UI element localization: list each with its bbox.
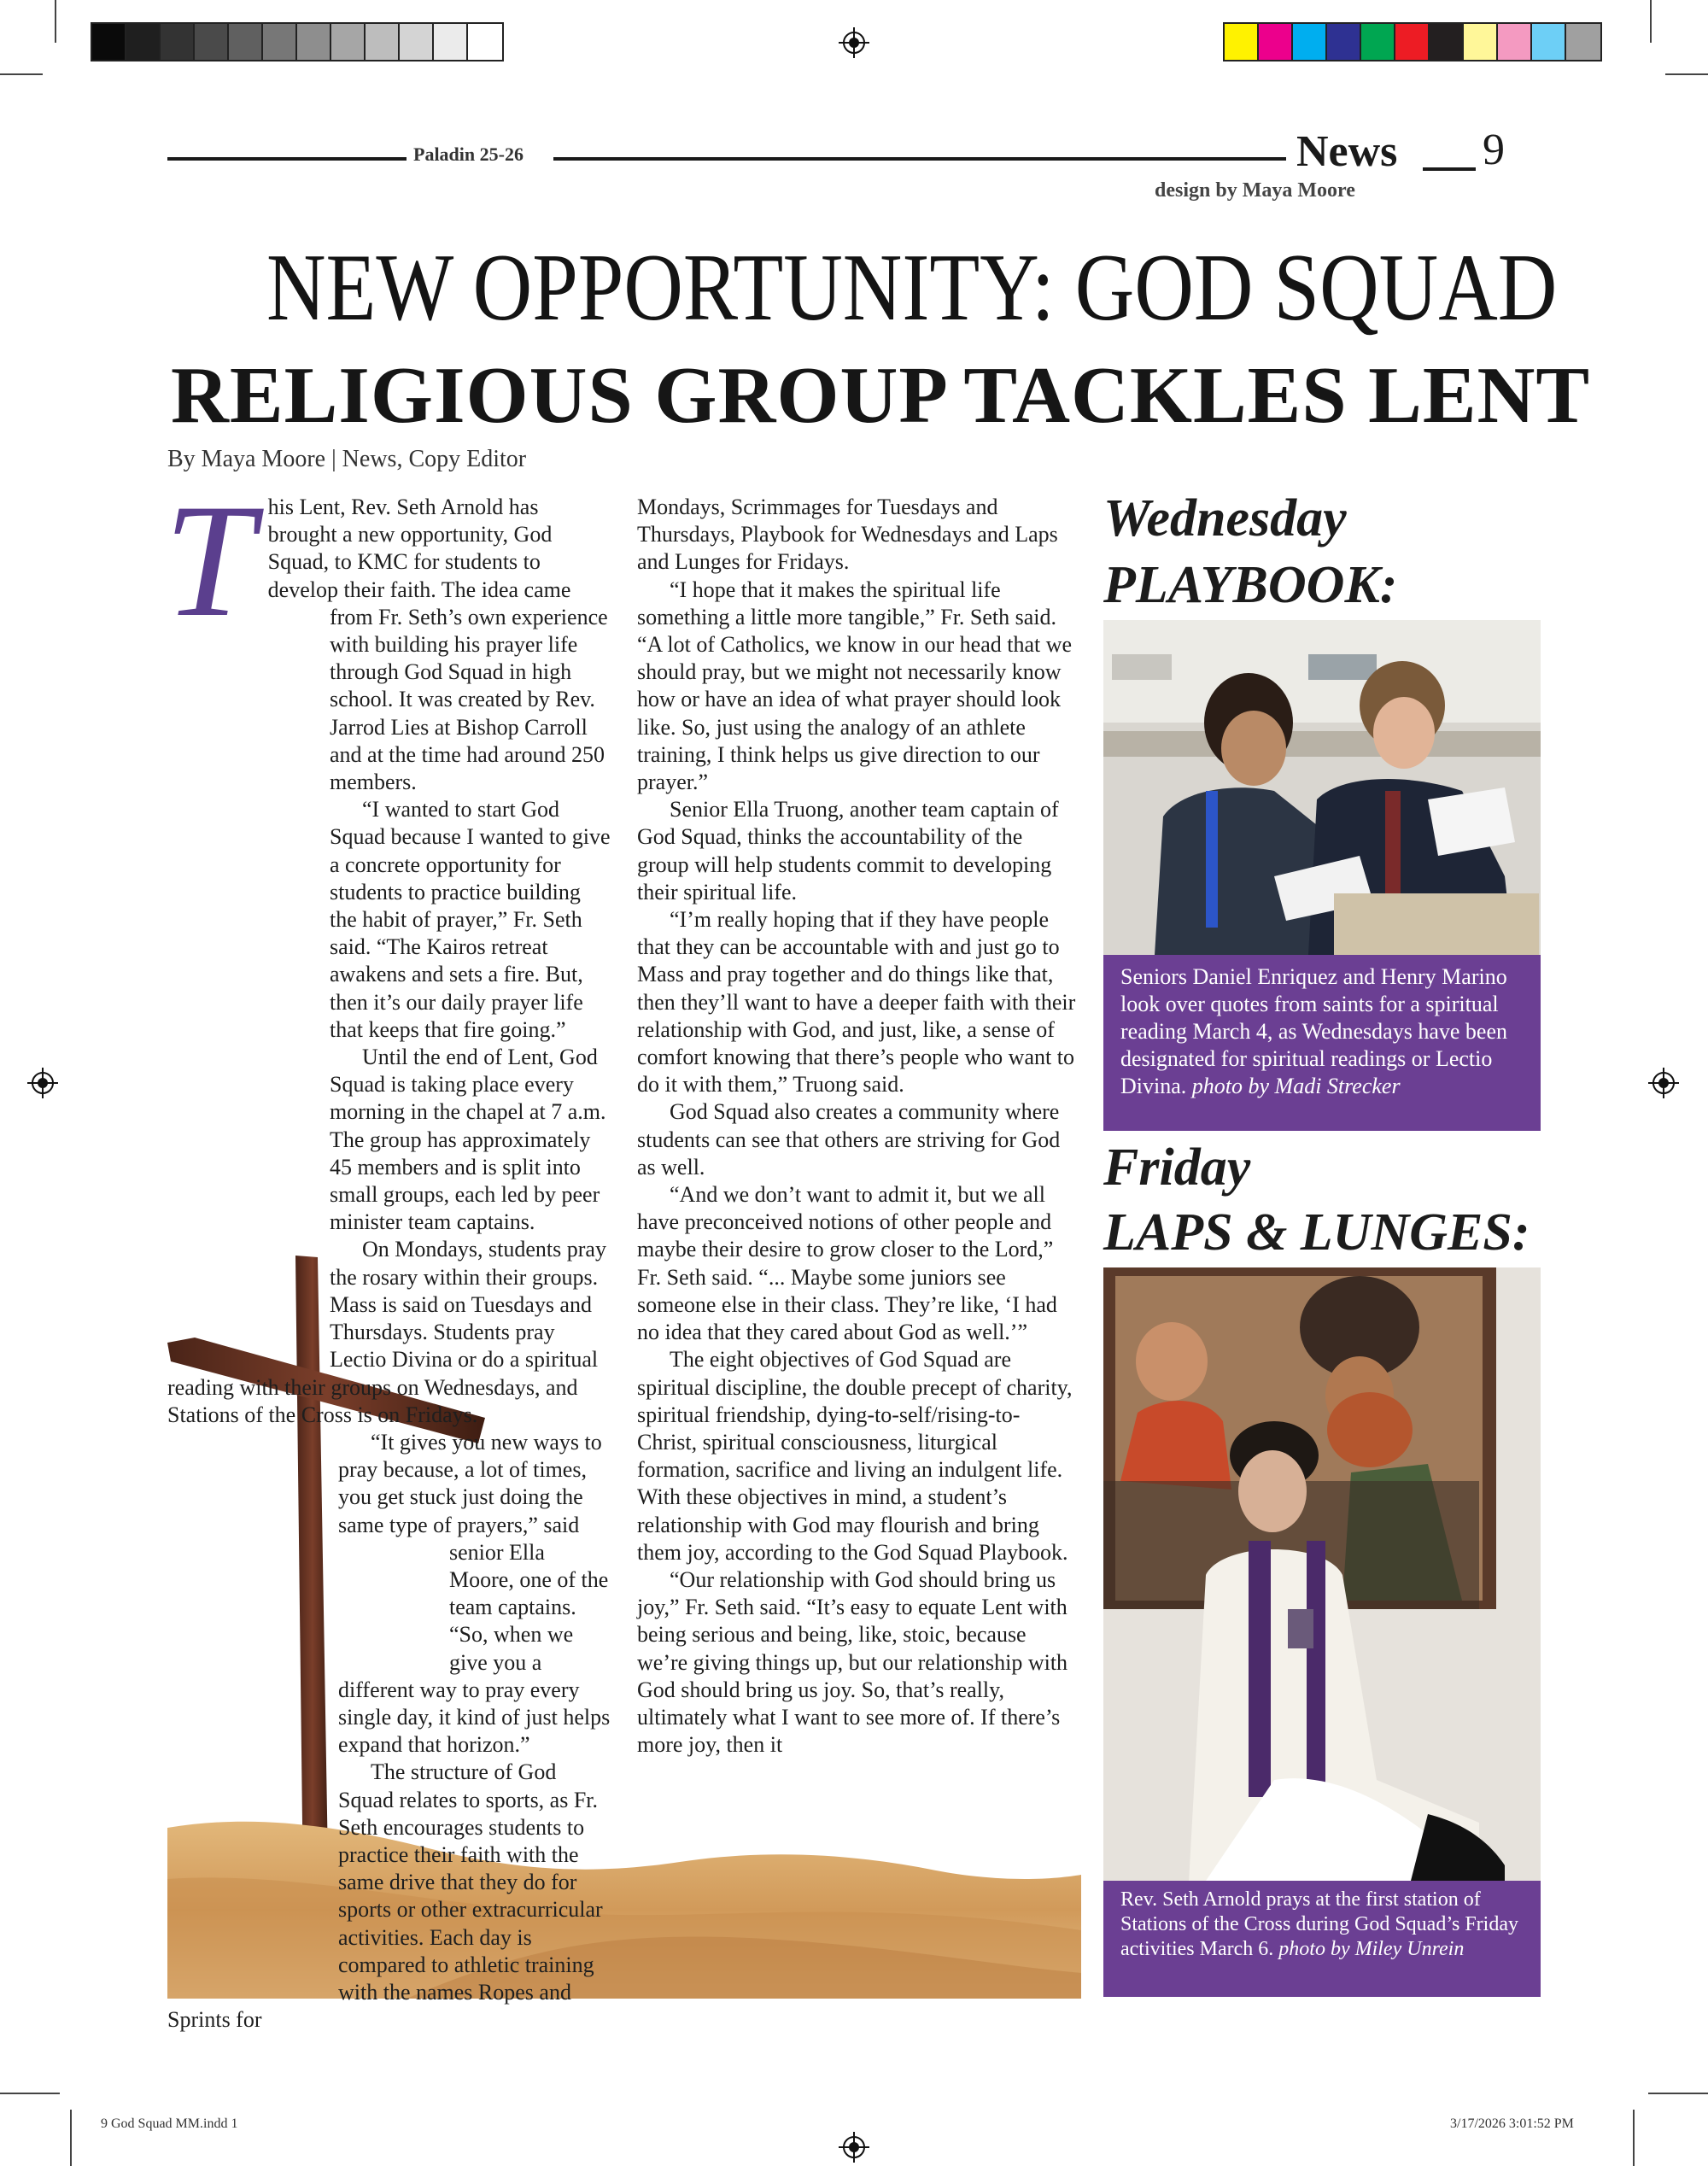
gray-swatch (331, 24, 366, 60)
article-paragraph: “Our relationship with God should bring us joy,” Fr. Seth said. “It’s easy to equate Lent with being serious and being, like, stoic, because we’re giving things up, but our relationship with God should bring us joy. So, that’s really, ultimately what I want to see more of. If there’s more joy, then it (637, 1566, 1068, 1758)
registration-mark-icon (839, 27, 869, 58)
folio-rule (1423, 167, 1476, 171)
color-swatch (1293, 24, 1327, 60)
section-label: News (1296, 127, 1398, 176)
crop-mark (1633, 2110, 1635, 2166)
crop-mark (0, 2093, 60, 2094)
subheadline: RELIGIOUS GROUP TACKLES LENT (171, 351, 1591, 440)
article-paragraph: his Lent, Rev. Seth Arnold has brought a new opportunity, God Squad, to KMC for students to develop their faith. The idea came from Fr. Seth’s own experience with building his prayer life through God Squad in high school. It was created by Rev. Jarrod Lies at Bishop Carroll and at the time had around 250 members. (267, 495, 608, 795)
photo-credit: photo by Miley Unrein (1278, 1938, 1465, 1960)
gray-swatch (297, 24, 331, 60)
gray-swatch (126, 24, 161, 60)
registration-mark-icon (839, 2132, 869, 2163)
gray-swatch (468, 24, 502, 60)
sidebar-day-heading: Friday (1103, 1139, 1251, 1197)
color-swatch (1395, 24, 1430, 60)
article-paragraph: Senior Ella Truong, another team captain of God Squad, thinks the accountability of the group will help students commit to developing their spiritual life. (637, 797, 1059, 904)
article-paragraph: “And we don’t want to admit it, but we all have preconceived notions of other people and maybe their desire to grow closer to the Lord,” Fr. Seth said. “... Maybe some juniors see someone else in their class. They’re like, ‘I had no idea that they cared about God as well.’” (637, 1182, 1057, 1345)
color-swatch (1225, 24, 1259, 60)
print-timestamp: 3/17/2026 3:01:52 PM (1450, 2116, 1574, 2131)
color-swatch (1532, 24, 1566, 60)
sidebar-activity-heading: PLAYBOOK: (1103, 556, 1398, 614)
publication-name: Paladin 25-26 (413, 143, 524, 165)
byline: By Maya Moore | News, Copy Editor (167, 446, 527, 472)
article-paragraph: The eight objectives of God Squad are spiritual discipline, the double precept of charity, spiritual friendship, dying-to-self/rising-to-Christ, spiritual consciousness, liturgical formation, sacrifice and living an indulgent life. With these objectives in mind, a student’s relationship with God may flourish and bring them joy, according to the God Squad Playbook. (637, 1347, 1073, 1565)
cmyk-color-bar (1223, 22, 1602, 61)
color-swatch (1327, 24, 1361, 60)
gray-swatch (400, 24, 434, 60)
article-paragraph: On Mondays, students pray the rosary within their groups. Mass is said on Tuesdays and Thursdays. Students pray Lectio Divina or do a spiritual reading with their groups on Wednesdays, and Stations of the Cross is on Fridays. (167, 1237, 606, 1427)
color-swatch (1361, 24, 1395, 60)
article-paragraph: Until the end of Lent, God Squad is taking place every morning in the chapel at 7 a.m. The group has approximately 45 members and is split into small groups, each led by peer minister team captains. (330, 1045, 606, 1235)
gray-swatch (92, 24, 126, 60)
headline: NEW OPPORTUNITY: GOD SQUAD (266, 235, 1558, 341)
gray-swatch (229, 24, 263, 60)
sidebar-activity-heading: LAPS & LUNGES: (1103, 1203, 1530, 1262)
gray-swatch (161, 24, 195, 60)
crop-mark (70, 2110, 72, 2166)
article-column-1 (164, 471, 611, 2034)
friday-caption (1103, 1881, 1541, 1997)
wednesday-photo (1103, 620, 1541, 955)
article-column-2 (637, 494, 1076, 1759)
article-paragraph: God Squad also creates a community where students can see that others are striving for God as well. (637, 1099, 1061, 1180)
article-paragraph: “I wanted to start God Squad because I wanted to give a concrete opportunity for students to practice building the habit of prayer,” Fr. Seth said. “The Kairos retreat awakens and sets a fire. But, then it’s our daily prayer life that keeps that fire going.” (330, 797, 611, 1042)
gray-swatch (366, 24, 400, 60)
color-swatch (1566, 24, 1600, 60)
registration-mark-icon (27, 1068, 58, 1098)
crop-mark (1648, 2093, 1708, 2094)
photo-caption: Seniors Daniel Enriquez and Henry Marino look over quotes from saints for a spiritual reading March 4, as Wednesdays have been designated for spiritual readings or Lectio Divina. (1120, 964, 1507, 1098)
photo-caption: Rev. Seth Arnold prays at the first station of Stations of the Cross during God Squad’s Friday activities March 6. (1120, 1888, 1518, 1960)
color-swatch (1464, 24, 1498, 60)
folio-rule (553, 157, 1286, 161)
crop-mark (0, 73, 43, 75)
color-swatch (1498, 24, 1532, 60)
friday-photo (1103, 1267, 1541, 1881)
page-number: 9 (1483, 126, 1505, 174)
article-paragraph: “I hope that it makes the spiritual life something a little more tangible,” Fr. Seth said. “A lot of Catholics, we know in our head that we should pray, but we might not necessarily know how or have an idea of what prayer should look like. So, just using the analogy of an athlete training, I think helps us give direction to our prayer.” (637, 577, 1073, 795)
crop-mark (1650, 0, 1652, 43)
wednesday-caption (1103, 955, 1541, 1131)
gray-swatch (195, 24, 229, 60)
crop-mark (1665, 73, 1708, 75)
grayscale-color-bar (91, 22, 504, 61)
folio-rule (167, 157, 407, 161)
gray-swatch (263, 24, 297, 60)
gray-swatch (434, 24, 468, 60)
file-slug: 9 God Squad MM.indd 1 (101, 2116, 238, 2131)
crop-mark (55, 0, 56, 43)
registration-mark-icon (1648, 1068, 1679, 1098)
article-paragraph: The structure of God Squad relates to sports, as Fr. Seth encourages students to practice their faith with the same drive that they do for sports or other extracurricular activities. Each day is compared to athletic training with the names Ropes and Sprints for (167, 1759, 603, 2033)
drop-cap: T (164, 471, 254, 651)
design-credit: design by Maya Moore (1155, 179, 1355, 202)
sidebar-day-heading: Wednesday (1103, 489, 1347, 547)
article-paragraph: “It gives you new ways to pray because, a lot of times, you get stuck just doing the same type of prayers,” said senior Ella Moore, one of the team captains. “So, when we give you a different way to pray every single day, it kind of just helps expand that horizon.” (338, 1429, 611, 1758)
color-swatch (1430, 24, 1464, 60)
photo-credit: photo by Madi Strecker (1191, 1074, 1401, 1098)
color-swatch (1259, 24, 1293, 60)
article-paragraph: “I’m really hoping that if they have people that they can be accountable with and just go to Mass and pray together and do things like that, then they’ll want to have a deeper faith with their relationship with God, and just, like, a sense of comfort knowing that there’s people who want to do it with them,” Truong said. (637, 907, 1076, 1098)
article-paragraph: Mondays, Scrimmages for Tuesdays and Thursdays, Playbook for Wednesdays and Laps and Lunges for Fridays. (637, 495, 1058, 575)
